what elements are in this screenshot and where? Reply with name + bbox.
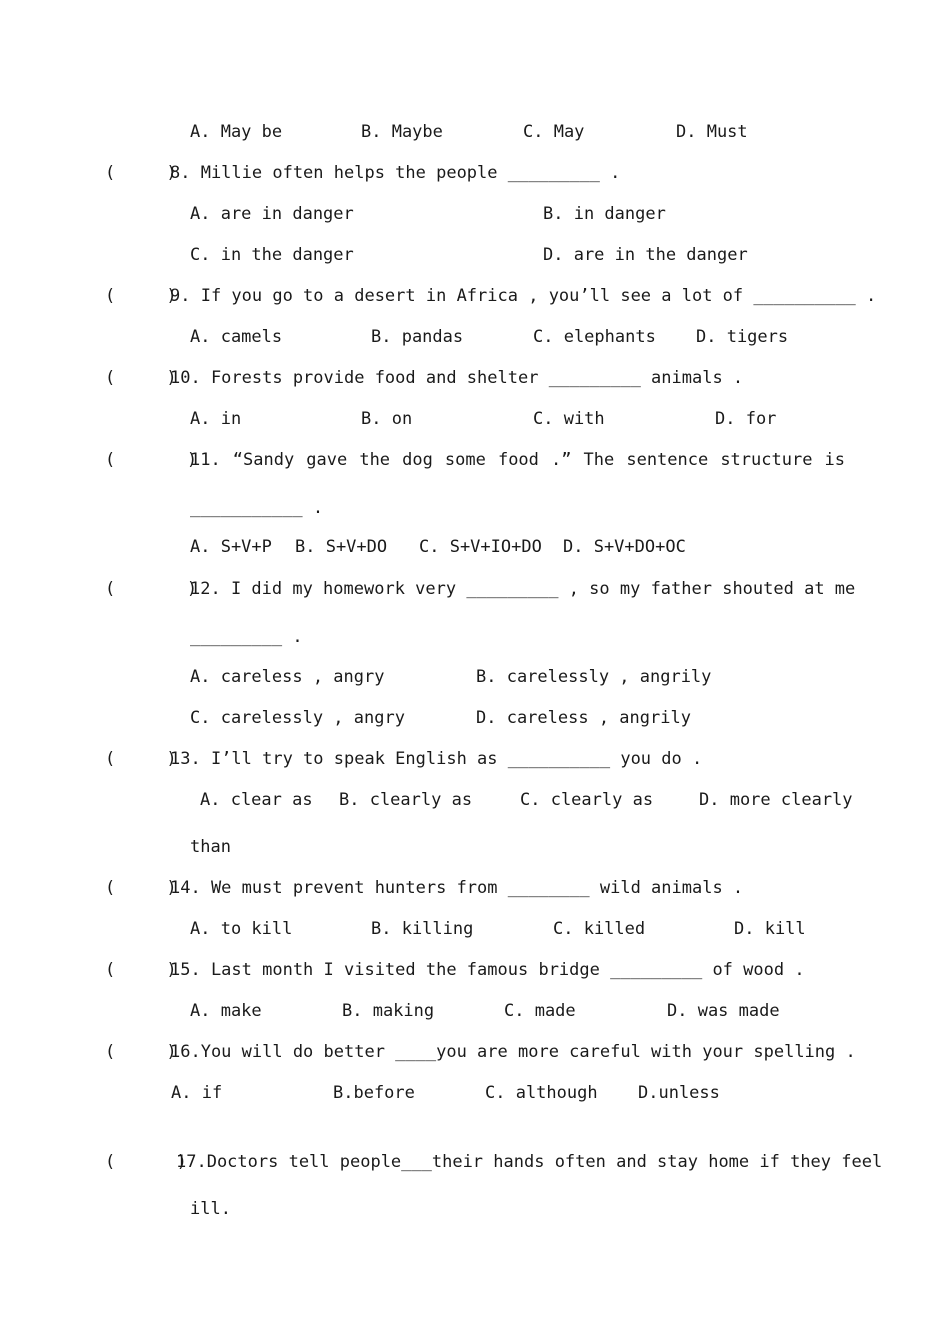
q17-stem: 17.Doctors tell people___their hands often and stay home if they feel bbox=[176, 1152, 883, 1172]
q15-answer-paren[interactable]: ( ) bbox=[105, 960, 177, 980]
q14-option-c: C. killed bbox=[553, 919, 646, 939]
q12-stem: 12. I did my homework very _________ , so my father shouted at me bbox=[190, 579, 856, 599]
q16-answer-paren[interactable]: ( ) bbox=[105, 1042, 177, 1062]
q15-option-a: A. make bbox=[190, 1001, 262, 1021]
q7-option-d: D. Must bbox=[676, 122, 748, 142]
q15-stem: 15. Last month I visited the famous bridge _________ of wood . bbox=[170, 960, 805, 980]
q8-option-c: C. in the danger bbox=[190, 245, 354, 265]
q11-answer-paren[interactable]: ( ) bbox=[105, 450, 198, 470]
q13-stem: 13. I’ll try to speak English as __________ you do . bbox=[170, 749, 703, 769]
q9-option-b: B. pandas bbox=[371, 327, 464, 347]
q12-blank: _________ . bbox=[190, 627, 303, 647]
q10-option-c: C. with bbox=[533, 409, 605, 429]
q14-option-a: A. to kill bbox=[190, 919, 293, 939]
q13-option-b: B. clearly as bbox=[339, 790, 473, 810]
q12-option-a: A. careless , angry bbox=[190, 667, 385, 687]
q9-option-c: C. elephants bbox=[533, 327, 656, 347]
q14-option-b: B. killing bbox=[371, 919, 474, 939]
q14-answer-paren[interactable]: ( ) bbox=[105, 878, 177, 898]
q11-option-d: D. S+V+DO+OC bbox=[563, 537, 686, 557]
q15-option-c: C. made bbox=[504, 1001, 576, 1021]
q15-option-b: B. making bbox=[342, 1001, 435, 1021]
q10-stem: 10. Forests provide food and shelter _________ animals . bbox=[170, 368, 744, 388]
q13-answer-paren[interactable]: ( ) bbox=[105, 749, 177, 769]
q7-option-c: C. May bbox=[523, 122, 585, 142]
q13-option-d: D. more clearly bbox=[699, 790, 853, 810]
q12-option-c: C. carelessly , angry bbox=[190, 708, 405, 728]
q13-option-a: A. clear as bbox=[200, 790, 313, 810]
q8-stem: 8. Millie often helps the people _________ . bbox=[170, 163, 621, 183]
q7-option-a: A. May be bbox=[190, 122, 283, 142]
q9-option-d: D. tigers bbox=[696, 327, 789, 347]
q13-option-d-wrap: than bbox=[190, 837, 231, 857]
q16-stem: 16.You will do better ____you are more careful with your spelling . bbox=[170, 1042, 856, 1062]
q8-option-d: D. are in the danger bbox=[543, 245, 748, 265]
q14-stem: 14. We must prevent hunters from ________ wild animals . bbox=[170, 878, 744, 898]
q17-stem-wrap: ill. bbox=[190, 1199, 231, 1219]
q8-answer-paren[interactable]: ( ) bbox=[105, 163, 177, 183]
q10-option-b: B. on bbox=[361, 409, 413, 429]
q9-answer-paren[interactable]: ( ) bbox=[105, 286, 177, 306]
q13-option-c: C. clearly as bbox=[520, 790, 654, 810]
q11-option-b: B. S+V+DO bbox=[295, 537, 388, 557]
q12-option-d: D. careless , angrily bbox=[476, 708, 691, 728]
q11-option-c: C. S+V+IO+DO bbox=[419, 537, 542, 557]
q10-answer-paren[interactable]: ( ) bbox=[105, 368, 177, 388]
q15-option-d: D. was made bbox=[667, 1001, 780, 1021]
q11-option-a: A. S+V+P bbox=[190, 537, 272, 557]
q7-option-b: B. Maybe bbox=[361, 122, 443, 142]
q12-answer-paren[interactable]: ( ) bbox=[105, 579, 198, 599]
q16-option-c: C. although bbox=[485, 1083, 598, 1103]
q16-option-a: A. if bbox=[171, 1083, 223, 1103]
q16-option-b: B.before bbox=[333, 1083, 415, 1103]
q12-option-b: B. carelessly , angrily bbox=[476, 667, 712, 687]
q9-stem: 9. If you go to a desert in Africa , you’ll see a lot of __________ . bbox=[170, 286, 877, 306]
q14-option-d: D. kill bbox=[734, 919, 806, 939]
q11-blank: ___________ . bbox=[190, 498, 324, 518]
q10-option-a: A. in bbox=[190, 409, 242, 429]
q11-stem: 11. “Sandy gave the dog some food .” The sentence structure is bbox=[190, 450, 845, 470]
q8-option-a: A. are in danger bbox=[190, 204, 354, 224]
q8-option-b: B. in danger bbox=[543, 204, 666, 224]
q16-option-d: D.unless bbox=[638, 1083, 720, 1103]
q9-option-a: A. camels bbox=[190, 327, 283, 347]
q17-answer-paren[interactable]: ( ) bbox=[105, 1152, 187, 1172]
q10-option-d: D. for bbox=[715, 409, 777, 429]
